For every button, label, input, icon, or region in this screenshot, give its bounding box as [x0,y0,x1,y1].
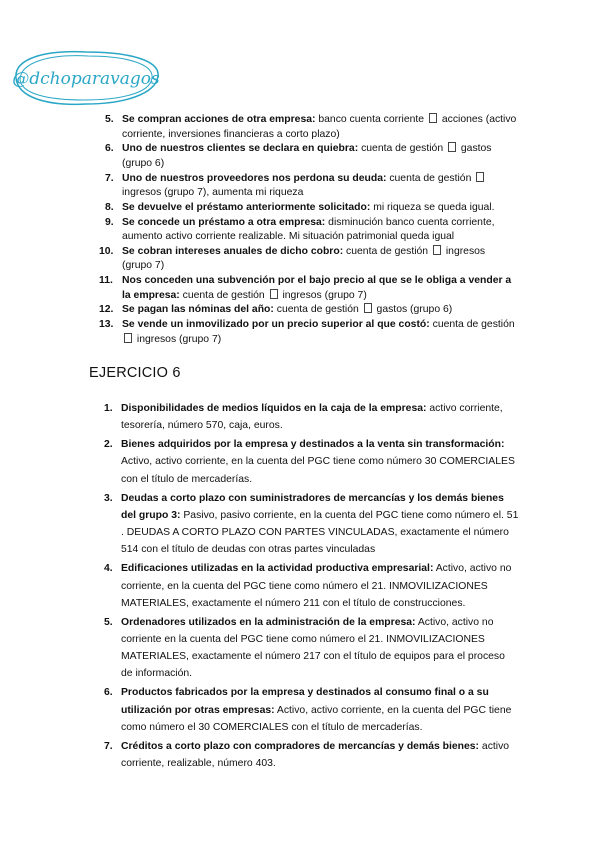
item-number: 11. [99,275,113,287]
item-text: disminución banco cuenta corriente, aumento activo corriente realizable. Mi situación patrimonial queda igual [122,216,495,243]
list-item [89,216,517,245]
item-text: cuenta de gestión [386,172,475,184]
item-title: Créditos a corto plazo con compradores de mercancías y demás bienes: [121,740,480,752]
list-item [89,490,519,558]
list-item [89,560,519,611]
item-text: banco cuenta corriente [315,114,427,125]
item-title: Productos fabricados por la empresa y destinados al consumo final o a su utilización por otras empresas: [121,687,489,716]
arrow-placeholder-icon [270,289,278,299]
item-text: cuenta de gestión [343,245,431,257]
item-number: 5. [104,616,113,628]
list-item [89,142,517,171]
logo-badge [6,44,166,112]
item-number: 12. [99,304,114,316]
item-text: Activo, activo corriente, en la cuenta del PGC tiene como número 30 COMERCIALES con el título de mercaderías. [121,456,515,485]
arrow-placeholder-icon [364,303,372,313]
item-text: cuenta de gestión [179,289,268,301]
arrow-placeholder-icon [124,333,132,343]
item-title: Edificaciones utilizadas en la actividad productiva empresarial: [121,563,434,575]
section-title: EJERCICIO 6 [89,365,181,381]
list-item [89,113,517,142]
arrow-placeholder-icon [476,172,484,182]
list-item [89,201,517,216]
item-text: Activo, activo corriente, en la cuenta del PGC tiene como número el 30 COMERCIALES con el título de mercaderías. [121,704,512,733]
item-text: gastos (grupo 6) [122,143,492,169]
item-number: 1. [104,403,113,414]
item-text: gastos (grupo 6) [373,304,453,316]
list-item [89,303,517,318]
item-text: activo corriente, tesorería, número 570, caja, euros. [121,403,503,432]
item-text: acciones (activo corriente, inversiones financieras a corto plazo) [122,114,517,140]
item-text: ingresos (grupo 7) [279,289,367,301]
item-text: cuenta de gestión [273,304,362,316]
item-text: cuenta de gestión [358,143,446,155]
item-number: 9. [105,216,114,228]
item-number: 3. [104,492,113,504]
item-text: Pasivo, pasivo corriente, en la cuenta del PGC tiene como número el. 51 . DEUDAS A CORTO PLAZO CON PARTES VINCULADAS, exactamente el número 514 con el título de deudas con otras partes vinculadas [121,509,519,556]
item-title: Se compran acciones de otra empresa: [122,114,316,125]
item-title: Uno de nuestros clientes se declara en quiebra: [122,143,359,155]
item-title: Deudas a corto plazo con suministradores de mercancías y los demás bienes del grupo 3: [121,492,504,521]
item-text: activo corriente, realizable, número 403. [121,740,510,769]
list-item [89,274,517,303]
item-title: Se cobran intereses anuales de dicho cobro: [122,245,344,257]
list-item [89,318,517,347]
logo [6,44,166,112]
item-number: 8. [105,201,114,213]
list-item [89,684,519,735]
item-text: ingresos (grupo 7) [122,245,486,272]
item-number: 2. [104,439,113,451]
list-item [89,172,517,201]
item-title: Disponibilidades de medios líquidos en la caja de la empresa: [121,403,427,414]
arrow-placeholder-icon [448,142,456,152]
item-number: 7. [104,740,113,752]
item-title: Se pagan las nóminas del año: [122,304,274,316]
list-item [89,400,519,434]
item-number: 4. [104,563,113,575]
item-number: 5. [105,114,114,125]
item-text: Activo, activo no corriente, en la cuenta del PGC tiene como número el 21. INMOVILIZACIONES MATERIALES, exactamente el número 211 con el título de construcciones. [121,563,512,609]
list-item [89,245,517,274]
item-number: 10. [99,245,114,257]
item-title: Se vende un inmovilizado por un precio superior al que costó: [122,319,430,331]
item-text: cuenta de gestión [429,319,515,331]
arrow-placeholder-icon [433,245,441,255]
arrow-placeholder-icon [429,113,437,123]
list-item [89,436,519,487]
item-title: Bienes adquiridos por la empresa y destinados a la venta sin transformación: [121,439,505,451]
exercise-list-part2 [89,400,519,774]
item-number: 6. [104,687,113,699]
item-number: 7. [105,172,114,184]
list-item [89,614,519,682]
item-number: 6. [105,143,114,155]
item-text: ingresos (grupo 7) [134,333,222,345]
item-text: Activo, activo no corriente en la cuenta del PGC tiene como número el 21. INMOVILIZACIONES MATERIALES, exactamente el número 217 con el título de equipos para el proceso de información. [121,616,505,680]
item-title: Nos conceden una subvención por el bajo precio al que se le obliga a vender a la empresa: [122,275,512,301]
item-text: mi riqueza se queda igual. [370,201,495,213]
item-title: Se concede un préstamo a otra empresa: [122,216,326,228]
item-title: Se devuelve el préstamo anteriormente solicitado: [122,201,371,213]
logo-text: @dchoparavagos [12,69,160,89]
item-title: Ordenadores utilizados en la administración de la empresa: [121,616,416,628]
item-text: ingresos (grupo 7), aumenta mi riqueza [122,187,304,199]
item-title: Uno de nuestros proveedores nos perdona su deuda: [122,172,387,184]
item-number: 13. [99,319,114,331]
list-item [89,738,519,772]
exercise-list-part1 [89,113,517,347]
